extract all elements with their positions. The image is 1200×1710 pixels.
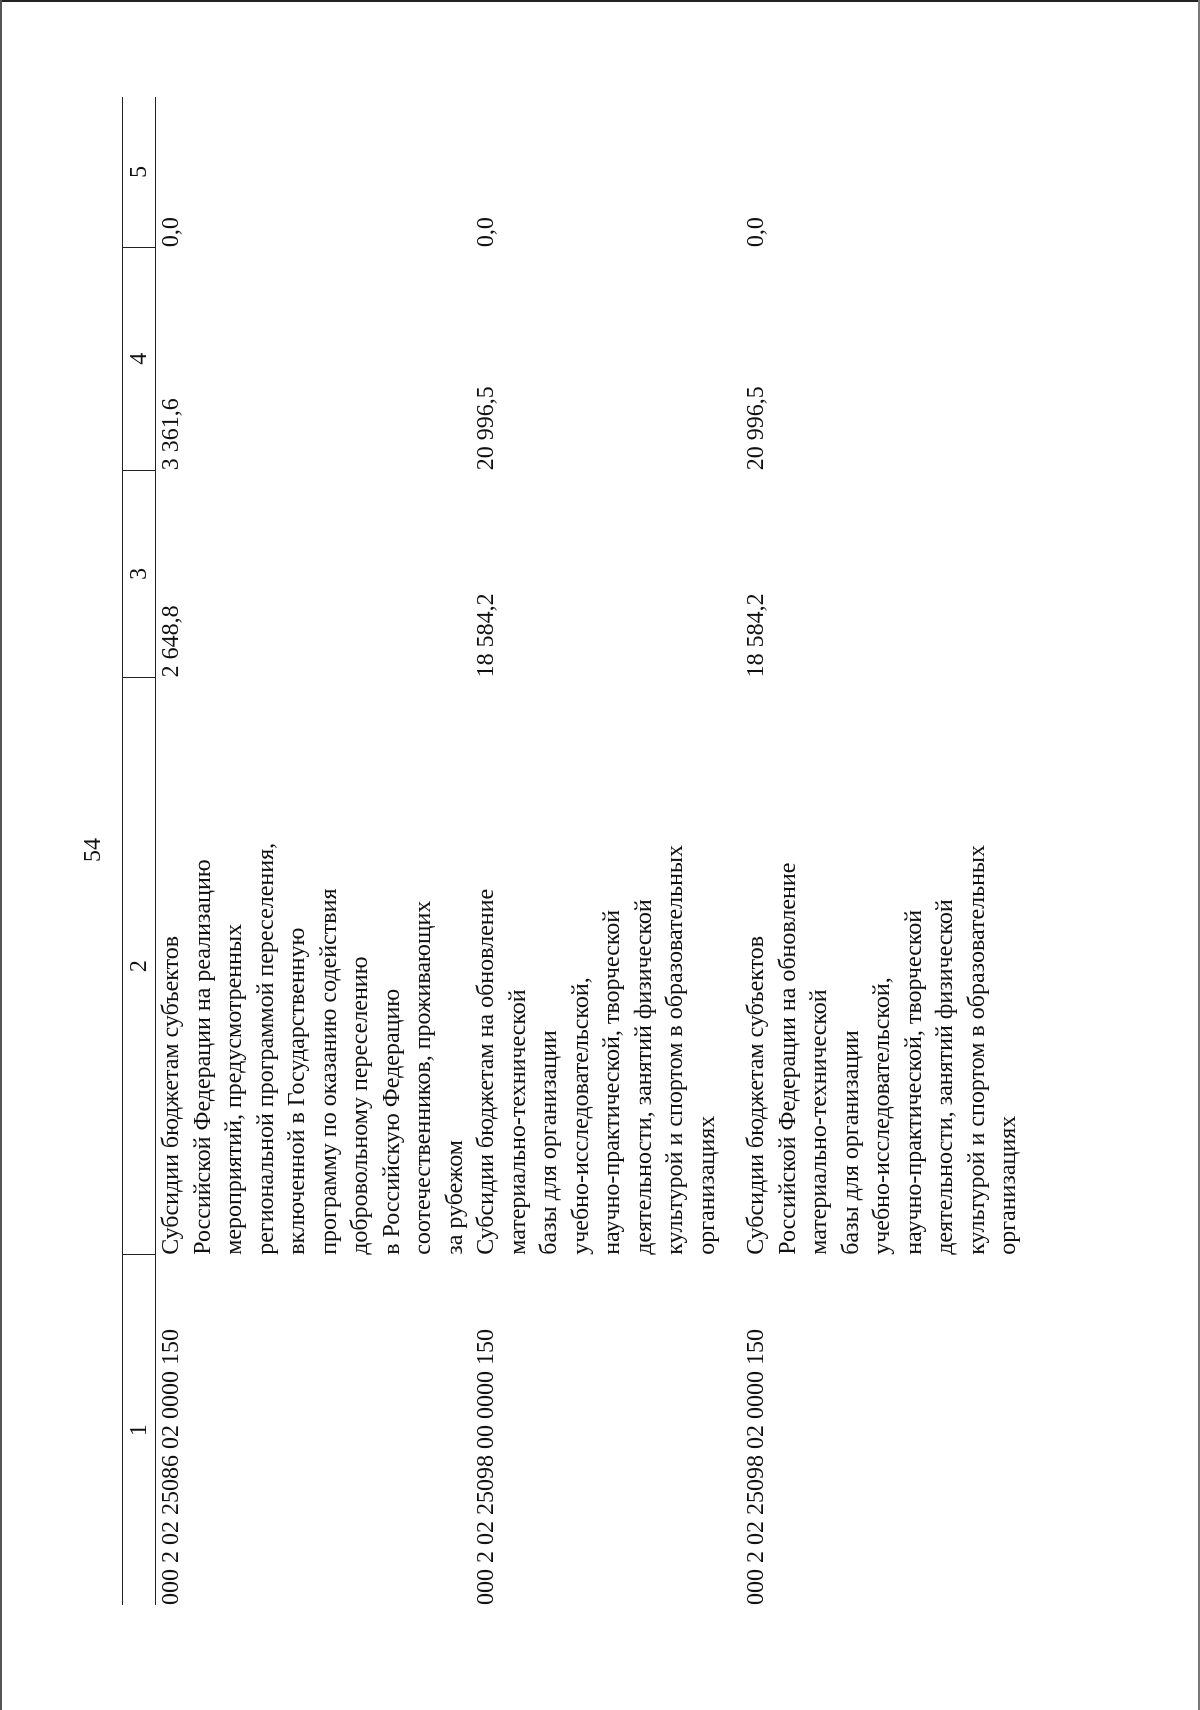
description-line: программу по оказанию содействия [315,888,342,1255]
value-col-5: 0,0 [473,217,499,248]
description-line: соотечественников, проживающих [410,900,436,1255]
description-line: Российской Федерации на обновление [774,862,801,1255]
description-line: Субсидии бюджетам на обновление [473,888,499,1255]
description-line: культурой и спортом в образовательных [963,844,990,1255]
description-line: организациях [995,1115,1021,1255]
description-line: научно-практической, творческой [599,909,625,1255]
description-line: добровольному переселению [347,956,373,1255]
description-line: базы для организации [837,1030,864,1255]
value-col-5: 0,0 [743,217,769,248]
header-col-5: 5 [123,97,156,247]
description-line: Субсидии бюджетам субъектов [158,935,184,1255]
description-line: за рубежом [441,1140,468,1255]
value-col-3: 2 648,8 [158,605,184,678]
scan-edge-top [0,0,1200,2]
description-line: деятельности, занятий физической [630,899,657,1255]
row-description [741,677,1041,1254]
value-col-4: 3 361,6 [158,398,184,471]
description-line: материально-технической [504,989,531,1255]
description-line: мероприятий, предусмотренных [221,923,247,1255]
description-line: культурой и спортом в образовательных [662,844,688,1255]
row-description [471,677,741,1254]
header-col-1: 1 [123,1255,156,1605]
budget-code: 000 2 02 25098 00 0000 150 [473,1329,499,1605]
value-col-4: 20 996,5 [743,386,769,471]
value-col-4: 20 996,5 [473,386,499,471]
header-col-2: 2 [123,677,156,1254]
description-line: включенной в Государственную [284,927,310,1255]
description-line: научно-практической, творческой [900,909,927,1255]
description-line: организациях [693,1115,720,1255]
description-line: материально-технической [806,989,832,1255]
description-line: Российской Федерации на реализацию [189,859,216,1255]
scan-edge-left [0,0,2,1710]
description-line: региональной программой переселения, [252,842,279,1255]
rotated-document-page [80,65,1110,1645]
description-line: учебно-исследовательской, [567,977,594,1255]
budget-code: 000 2 02 25098 02 0000 150 [743,1329,769,1605]
value-col-3: 18 584,2 [473,593,499,678]
value-col-5: 0,0 [158,217,184,248]
table-row [156,97,472,1605]
table-header-row [123,97,156,1605]
value-col-3: 18 584,2 [743,593,769,678]
description-line: учебно-исследовательской, [869,977,895,1255]
budget-code: 000 2 02 25086 02 0000 150 [158,1329,184,1605]
description-line: базы для организации [536,1030,562,1255]
header-col-3: 3 [123,470,156,677]
row-description [156,677,472,1254]
description-line: в Российскую Федерацию [378,988,405,1255]
page-number: 54 [80,838,106,862]
table-row [741,97,1041,1605]
budget-table [122,97,1041,1605]
table-row [471,97,741,1605]
header-col-4: 4 [123,247,156,470]
description-line: деятельности, занятий физической [932,899,958,1255]
description-line: Субсидии бюджетам субъектов [743,935,769,1255]
